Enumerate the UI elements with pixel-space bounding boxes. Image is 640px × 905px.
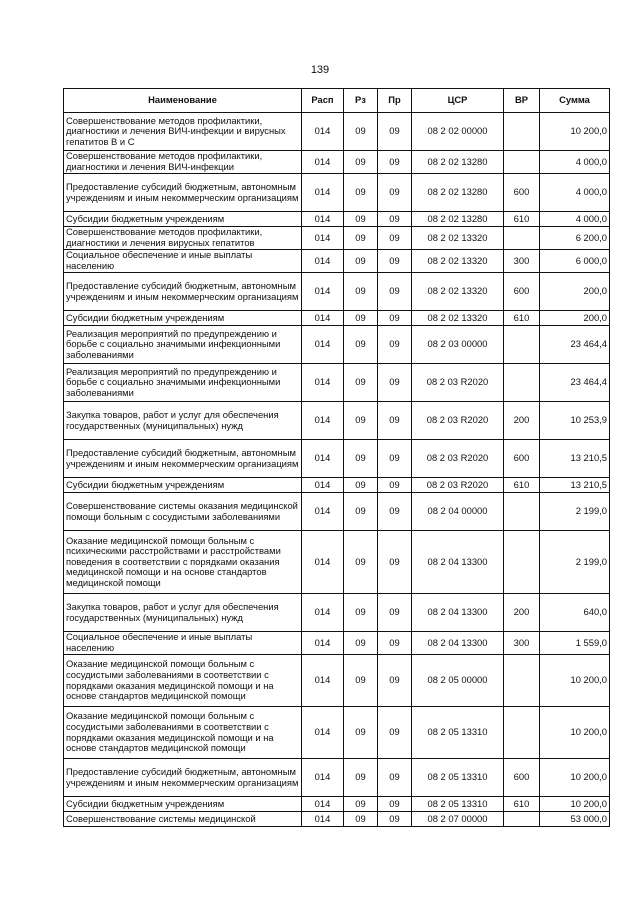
row-sum: 13 210,5 <box>540 440 610 478</box>
row-pr: 09 <box>378 364 412 402</box>
row-csr: 08 2 02 13320 <box>412 311 504 326</box>
row-name: Закупка товаров, работ и услуг для обеспечения государственных (муниципальных) нужд <box>64 402 302 440</box>
row-name: Закупка товаров, работ и услуг для обеспечения государственных (муниципальных) нужд <box>64 594 302 632</box>
table-row <box>64 227 610 250</box>
row-sum: 6 200,0 <box>540 227 610 250</box>
row-pr: 09 <box>378 151 412 174</box>
row-pr: 09 <box>378 632 412 655</box>
row-rz: 09 <box>344 250 378 273</box>
table-row <box>64 812 610 827</box>
row-rz: 09 <box>344 493 378 531</box>
row-rz: 09 <box>344 227 378 250</box>
row-rasp: 014 <box>302 707 344 759</box>
row-sum: 2 199,0 <box>540 493 610 531</box>
row-rasp: 014 <box>302 402 344 440</box>
row-vr: 200 <box>504 402 540 440</box>
row-pr: 09 <box>378 812 412 827</box>
row-name: Предоставление субсидий бюджетным, автономным учреждениям и иным некоммерческим организациям <box>64 759 302 797</box>
row-rz: 09 <box>344 151 378 174</box>
row-csr: 08 2 07 00000 <box>412 812 504 827</box>
row-pr: 09 <box>378 326 412 364</box>
table-row <box>64 759 610 797</box>
row-name: Совершенствование методов профилактики, диагностики и лечения ВИЧ-инфекции <box>64 151 302 174</box>
header-sum: Сумма <box>540 89 610 113</box>
row-sum: 2 199,0 <box>540 531 610 594</box>
row-vr: 610 <box>504 478 540 493</box>
row-pr: 09 <box>378 402 412 440</box>
row-sum: 23 464,4 <box>540 364 610 402</box>
row-name: Предоставление субсидий бюджетным, автономным учреждениям и иным некоммерческим организациям <box>64 174 302 212</box>
row-vr: 600 <box>504 759 540 797</box>
table-row <box>64 531 610 594</box>
row-csr: 08 2 03 00000 <box>412 326 504 364</box>
table-row <box>64 594 610 632</box>
budget-table <box>63 88 610 827</box>
row-sum: 200,0 <box>540 311 610 326</box>
row-rz: 09 <box>344 273 378 311</box>
row-sum: 10 200,0 <box>540 759 610 797</box>
row-rz: 09 <box>344 113 378 151</box>
row-pr: 09 <box>378 273 412 311</box>
row-name: Совершенствование системы медицинской <box>64 812 302 827</box>
row-sum: 53 000,0 <box>540 812 610 827</box>
row-csr: 08 2 03 R2020 <box>412 478 504 493</box>
row-rasp: 014 <box>302 493 344 531</box>
row-pr: 09 <box>378 493 412 531</box>
header-name: Наименование <box>64 89 302 113</box>
row-rz: 09 <box>344 478 378 493</box>
row-name: Субсидии бюджетным учреждениям <box>64 478 302 493</box>
row-rasp: 014 <box>302 227 344 250</box>
row-rasp: 014 <box>302 440 344 478</box>
row-csr: 08 2 04 13300 <box>412 531 504 594</box>
row-vr: 610 <box>504 797 540 812</box>
row-vr <box>504 531 540 594</box>
row-csr: 08 2 05 13310 <box>412 797 504 812</box>
table-header-row <box>64 89 610 113</box>
row-pr: 09 <box>378 797 412 812</box>
row-rz: 09 <box>344 632 378 655</box>
table-row <box>64 632 610 655</box>
row-name: Реализация мероприятий по предупреждению и борьбе с социально значимыми инфекционными заболеваниями <box>64 326 302 364</box>
row-rasp: 014 <box>302 812 344 827</box>
row-vr <box>504 707 540 759</box>
row-rasp: 014 <box>302 212 344 227</box>
row-name: Предоставление субсидий бюджетным, автономным учреждениям и иным некоммерческим организациям <box>64 273 302 311</box>
row-csr: 08 2 04 13300 <box>412 594 504 632</box>
row-vr: 600 <box>504 440 540 478</box>
row-csr: 08 2 02 13320 <box>412 273 504 311</box>
row-pr: 09 <box>378 531 412 594</box>
row-sum: 10 200,0 <box>540 797 610 812</box>
row-name: Реализация мероприятий по предупреждению и борьбе с социально значимыми инфекционными заболеваниями <box>64 364 302 402</box>
header-rasp: Расп <box>302 89 344 113</box>
row-sum: 4 000,0 <box>540 212 610 227</box>
row-rz: 09 <box>344 655 378 707</box>
row-pr: 09 <box>378 707 412 759</box>
row-csr: 08 2 02 13280 <box>412 174 504 212</box>
row-pr: 09 <box>378 113 412 151</box>
row-rasp: 014 <box>302 273 344 311</box>
row-rasp: 014 <box>302 250 344 273</box>
row-name: Оказание медицинской помощи больным с сосудистыми заболеваниями в соответствии с порядками оказания медицинской помощи и на основе стандартов медицинской помощи <box>64 707 302 759</box>
row-csr: 08 2 04 13300 <box>412 632 504 655</box>
row-rz: 09 <box>344 402 378 440</box>
row-csr: 08 2 03 R2020 <box>412 364 504 402</box>
row-vr: 300 <box>504 632 540 655</box>
row-pr: 09 <box>378 174 412 212</box>
row-vr: 600 <box>504 174 540 212</box>
row-name: Субсидии бюджетным учреждениям <box>64 797 302 812</box>
row-pr: 09 <box>378 212 412 227</box>
row-rasp: 014 <box>302 531 344 594</box>
table-row <box>64 326 610 364</box>
row-rasp: 014 <box>302 151 344 174</box>
row-csr: 08 2 02 00000 <box>412 113 504 151</box>
table-row <box>64 212 610 227</box>
row-pr: 09 <box>378 227 412 250</box>
row-rasp: 014 <box>302 655 344 707</box>
row-csr: 08 2 05 13310 <box>412 707 504 759</box>
row-name: Субсидии бюджетным учреждениям <box>64 311 302 326</box>
header-rz: Рз <box>344 89 378 113</box>
row-vr: 600 <box>504 273 540 311</box>
row-rz: 09 <box>344 531 378 594</box>
row-sum: 10 200,0 <box>540 707 610 759</box>
row-vr: 300 <box>504 250 540 273</box>
row-csr: 08 2 02 13280 <box>412 212 504 227</box>
row-rz: 09 <box>344 326 378 364</box>
row-rasp: 014 <box>302 364 344 402</box>
row-csr: 08 2 05 13310 <box>412 759 504 797</box>
table-row <box>64 151 610 174</box>
row-vr <box>504 655 540 707</box>
row-name: Социальное обеспечение и иные выплаты населению <box>64 250 302 273</box>
row-vr <box>504 812 540 827</box>
row-pr: 09 <box>378 250 412 273</box>
table-row <box>64 797 610 812</box>
row-name: Совершенствование методов профилактики, диагностики и лечения ВИЧ-инфекции и вирусных гепатитов В и С <box>64 113 302 151</box>
table-row <box>64 174 610 212</box>
row-rz: 09 <box>344 311 378 326</box>
row-name: Совершенствование системы оказания медицинской помощи больным с сосудистыми заболеваниями <box>64 493 302 531</box>
row-rz: 09 <box>344 759 378 797</box>
row-csr: 08 2 02 13320 <box>412 250 504 273</box>
row-rasp: 014 <box>302 326 344 364</box>
row-name: Социальное обеспечение и иные выплаты населению <box>64 632 302 655</box>
table-row <box>64 493 610 531</box>
row-rz: 09 <box>344 364 378 402</box>
row-rasp: 014 <box>302 797 344 812</box>
row-csr: 08 2 02 13320 <box>412 227 504 250</box>
row-rasp: 014 <box>302 632 344 655</box>
row-vr <box>504 326 540 364</box>
row-name: Оказание медицинской помощи больным с психическими расстройствами и расстройствами поведения в соответствии с порядками оказания медицинской помощи и на основе стандартов медицинской помощи <box>64 531 302 594</box>
table-row <box>64 655 610 707</box>
row-sum: 4 000,0 <box>540 151 610 174</box>
row-csr: 08 2 02 13280 <box>412 151 504 174</box>
row-sum: 4 000,0 <box>540 174 610 212</box>
row-vr <box>504 227 540 250</box>
table-row <box>64 250 610 273</box>
row-rasp: 014 <box>302 311 344 326</box>
header-pr: Пр <box>378 89 412 113</box>
header-csr: ЦСР <box>412 89 504 113</box>
row-sum: 6 000,0 <box>540 250 610 273</box>
table-row <box>64 402 610 440</box>
row-rasp: 014 <box>302 759 344 797</box>
row-csr: 08 2 04 00000 <box>412 493 504 531</box>
row-rz: 09 <box>344 812 378 827</box>
row-sum: 10 200,0 <box>540 113 610 151</box>
row-rasp: 014 <box>302 174 344 212</box>
table-row <box>64 707 610 759</box>
table-row <box>64 440 610 478</box>
row-rz: 09 <box>344 797 378 812</box>
row-sum: 1 559,0 <box>540 632 610 655</box>
row-sum: 13 210,5 <box>540 478 610 493</box>
row-rz: 09 <box>344 174 378 212</box>
row-sum: 10 200,0 <box>540 655 610 707</box>
row-pr: 09 <box>378 759 412 797</box>
table-row <box>64 364 610 402</box>
row-rasp: 014 <box>302 113 344 151</box>
page-number: 139 <box>310 64 330 76</box>
table-row <box>64 113 610 151</box>
table-row <box>64 273 610 311</box>
row-rz: 09 <box>344 212 378 227</box>
row-vr: 610 <box>504 311 540 326</box>
row-vr <box>504 113 540 151</box>
row-vr: 610 <box>504 212 540 227</box>
row-pr: 09 <box>378 594 412 632</box>
row-vr <box>504 364 540 402</box>
row-rasp: 014 <box>302 594 344 632</box>
row-name: Предоставление субсидий бюджетным, автономным учреждениям и иным некоммерческим организациям <box>64 440 302 478</box>
table-row <box>64 478 610 493</box>
row-pr: 09 <box>378 655 412 707</box>
row-pr: 09 <box>378 440 412 478</box>
row-sum: 640,0 <box>540 594 610 632</box>
row-pr: 09 <box>378 478 412 493</box>
header-vr: ВР <box>504 89 540 113</box>
row-rasp: 014 <box>302 478 344 493</box>
row-name: Субсидии бюджетным учреждениям <box>64 212 302 227</box>
row-csr: 08 2 03 R2020 <box>412 440 504 478</box>
row-sum: 23 464,4 <box>540 326 610 364</box>
row-csr: 08 2 03 R2020 <box>412 402 504 440</box>
row-name: Оказание медицинской помощи больным с сосудистыми заболеваниями в соответствии с порядками оказания медицинской помощи и на основе стандартов медицинской помощи <box>64 655 302 707</box>
row-sum: 200,0 <box>540 273 610 311</box>
row-vr <box>504 493 540 531</box>
row-name: Совершенствование методов профилактики, диагностики и лечения вирусных гепатитов <box>64 227 302 250</box>
row-rz: 09 <box>344 707 378 759</box>
row-rz: 09 <box>344 594 378 632</box>
row-csr: 08 2 05 00000 <box>412 655 504 707</box>
row-rz: 09 <box>344 440 378 478</box>
row-sum: 10 253,9 <box>540 402 610 440</box>
row-vr: 200 <box>504 594 540 632</box>
row-vr <box>504 151 540 174</box>
table-row <box>64 311 610 326</box>
row-pr: 09 <box>378 311 412 326</box>
